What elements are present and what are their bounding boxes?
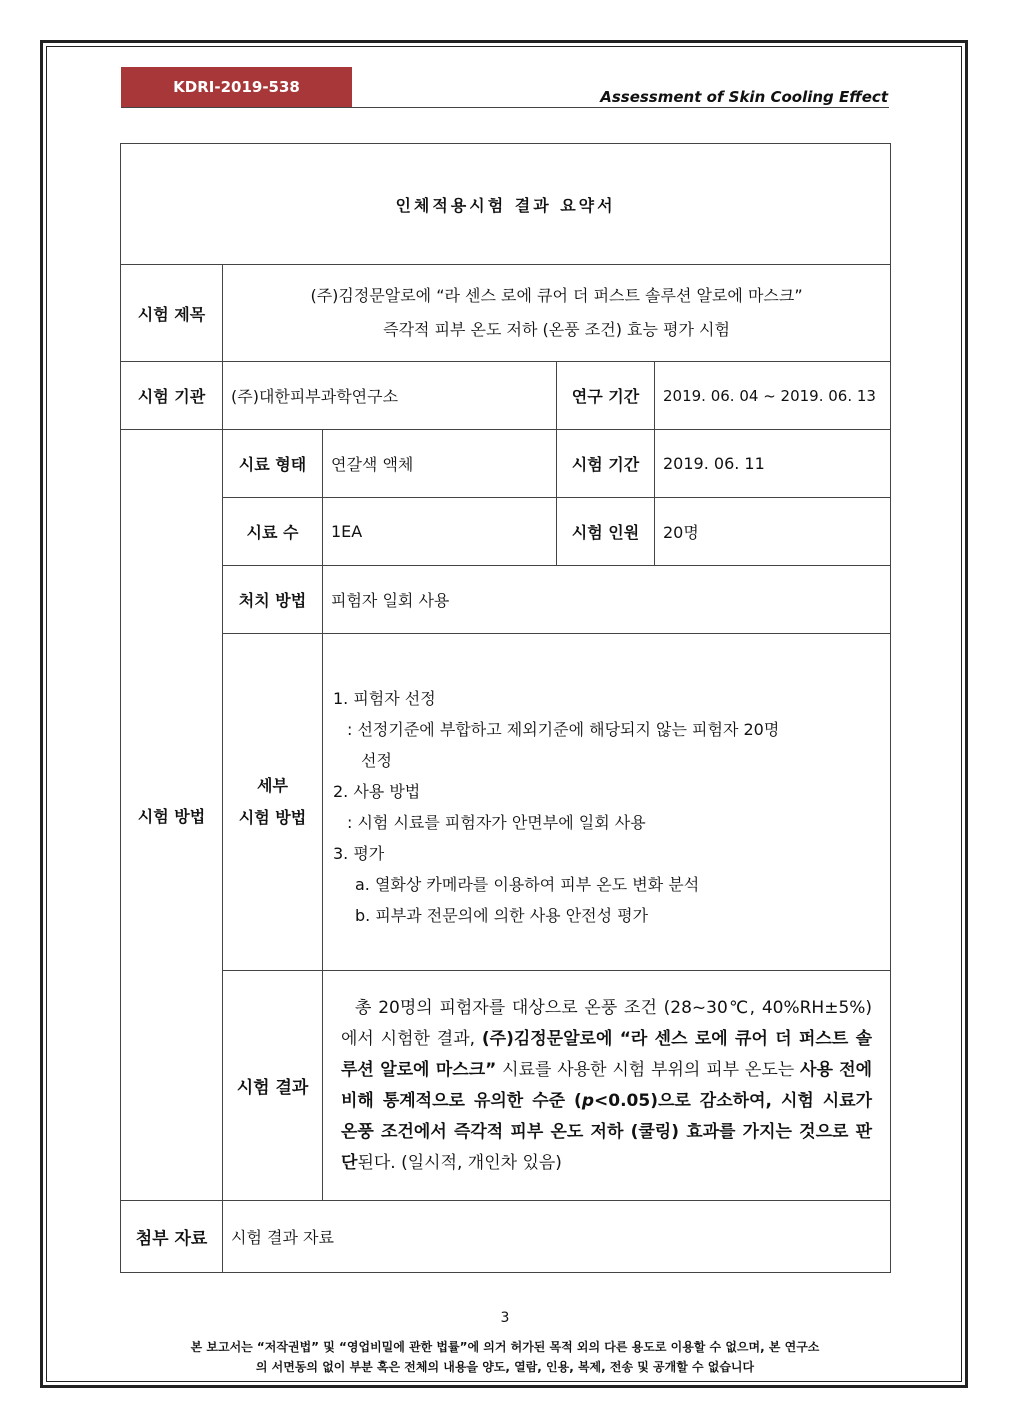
detail-item-3: 3. 평가 — [333, 844, 385, 863]
attachment-value: 시험 결과 자료 — [223, 1201, 891, 1273]
detail-item-1-desc-a: : 선정기준에 부합하고 제외기준에 해당되지 않는 피험자 20명 — [347, 720, 780, 739]
research-period-label: 연구 기간 — [557, 362, 655, 430]
detail-item-2: 2. 사용 방법 — [333, 782, 421, 801]
result-text-3: 된다. (일시적, 개인차 있음) — [357, 1152, 562, 1173]
detail-label-line2: 시험 방법 — [238, 808, 307, 827]
test-period-value: 2019. 06. 11 — [655, 430, 891, 498]
detail-item-1-desc-b: 선정 — [361, 751, 392, 770]
detail-label-line1: 세부 — [257, 776, 288, 795]
result-text-2: 시료를 사용한 시험 부위의 피부 온도는 — [496, 1059, 801, 1080]
test-period-label: 시험 기간 — [557, 430, 655, 498]
sample-count-label: 시료 수 — [223, 498, 323, 566]
treatment-label: 처치 방법 — [223, 566, 323, 634]
detail-item-1: 1. 피험자 선정 — [333, 689, 436, 708]
result-text-1: 총 20명의 피험자를 대상으로 온풍 조건 (28~30℃, 40%RH±5%)에서 시험한 결과, — [341, 997, 873, 1049]
result-p-symbol: p — [581, 1090, 594, 1111]
sample-form-value: 연갈색 액체 — [323, 430, 557, 498]
page-number: 3 — [500, 1310, 510, 1326]
test-title-value — [223, 265, 891, 362]
detail-method-label — [223, 634, 323, 971]
detail-item-3-b: b. 피부과 전문의에 의한 사용 안전성 평가 — [355, 906, 649, 925]
test-title-line2: 즉각적 피부 온도 저하 (온풍 조건) 효능 평가 시험 — [383, 320, 730, 339]
result-significance: 사용 전에 비해 통계적으로 유의한 수준 ( — [341, 1059, 873, 1111]
test-title-line1: (주)김정문알로에 “라 센스 로에 큐어 더 퍼스트 솔루션 알로에 마스크” — [310, 286, 803, 305]
summary-table — [120, 143, 891, 1273]
institution-label: 시험 기관 — [121, 362, 223, 430]
result-product-name: (주)김정문알로에 “라 센스 로에 큐어 더 퍼스트 솔루션 알로에 마스크” — [341, 1028, 873, 1080]
attachment-label: 첨부 자료 — [121, 1201, 223, 1273]
treatment-value: 피험자 일회 사용 — [323, 566, 891, 634]
sample-count-value: 1EA — [323, 498, 557, 566]
test-title-label: 시험 제목 — [121, 265, 223, 362]
subjects-value: 20명 — [655, 498, 891, 566]
detail-item-3-a: a. 열화상 카메라를 이용하여 피부 온도 변화 분석 — [355, 875, 700, 894]
footer-notice — [100, 1337, 910, 1377]
subjects-label: 시험 인원 — [557, 498, 655, 566]
detail-list — [333, 673, 880, 931]
method-label: 시험 방법 — [121, 430, 223, 1201]
sample-form-label: 시료 형태 — [223, 430, 323, 498]
result-content — [323, 971, 891, 1201]
header-divider — [121, 107, 889, 108]
result-conclusion: <0.05)으로 감소하여, 시험 시료가 온풍 조건에서 즉각적 피부 온도 저하 (쿨링) 효과를 가지는 것으로 판단 — [341, 1090, 873, 1173]
document-title: 인체적용시험 결과 요약서 — [121, 144, 891, 265]
institution-value: (주)대한피부과학연구소 — [223, 362, 557, 430]
research-period-value: 2019. 06. 04 ~ 2019. 06. 13 — [655, 362, 891, 430]
detail-item-2-desc: : 시험 시료를 피험자가 안면부에 일회 사용 — [347, 813, 646, 832]
report-id-badge: KDRI-2019-538 — [121, 67, 352, 107]
footer-line-1: 본 보고서는 “저작권법” 및 “영업비밀에 관한 법률”에 의거 허가된 목적 외의 다른 용도로 이용할 수 없으며, 본 연구소 — [190, 1340, 820, 1354]
footer-line-2: 의 서면동의 없이 부분 혹은 전체의 내용을 양도, 열람, 인용, 복제, 전송 및 공개할 수 없습니다 — [255, 1360, 755, 1374]
result-paragraph — [331, 993, 882, 1179]
detail-method-content — [323, 634, 891, 971]
report-subtitle: Assessment of Skin Cooling Effect — [600, 88, 888, 106]
result-label: 시험 결과 — [223, 971, 323, 1201]
